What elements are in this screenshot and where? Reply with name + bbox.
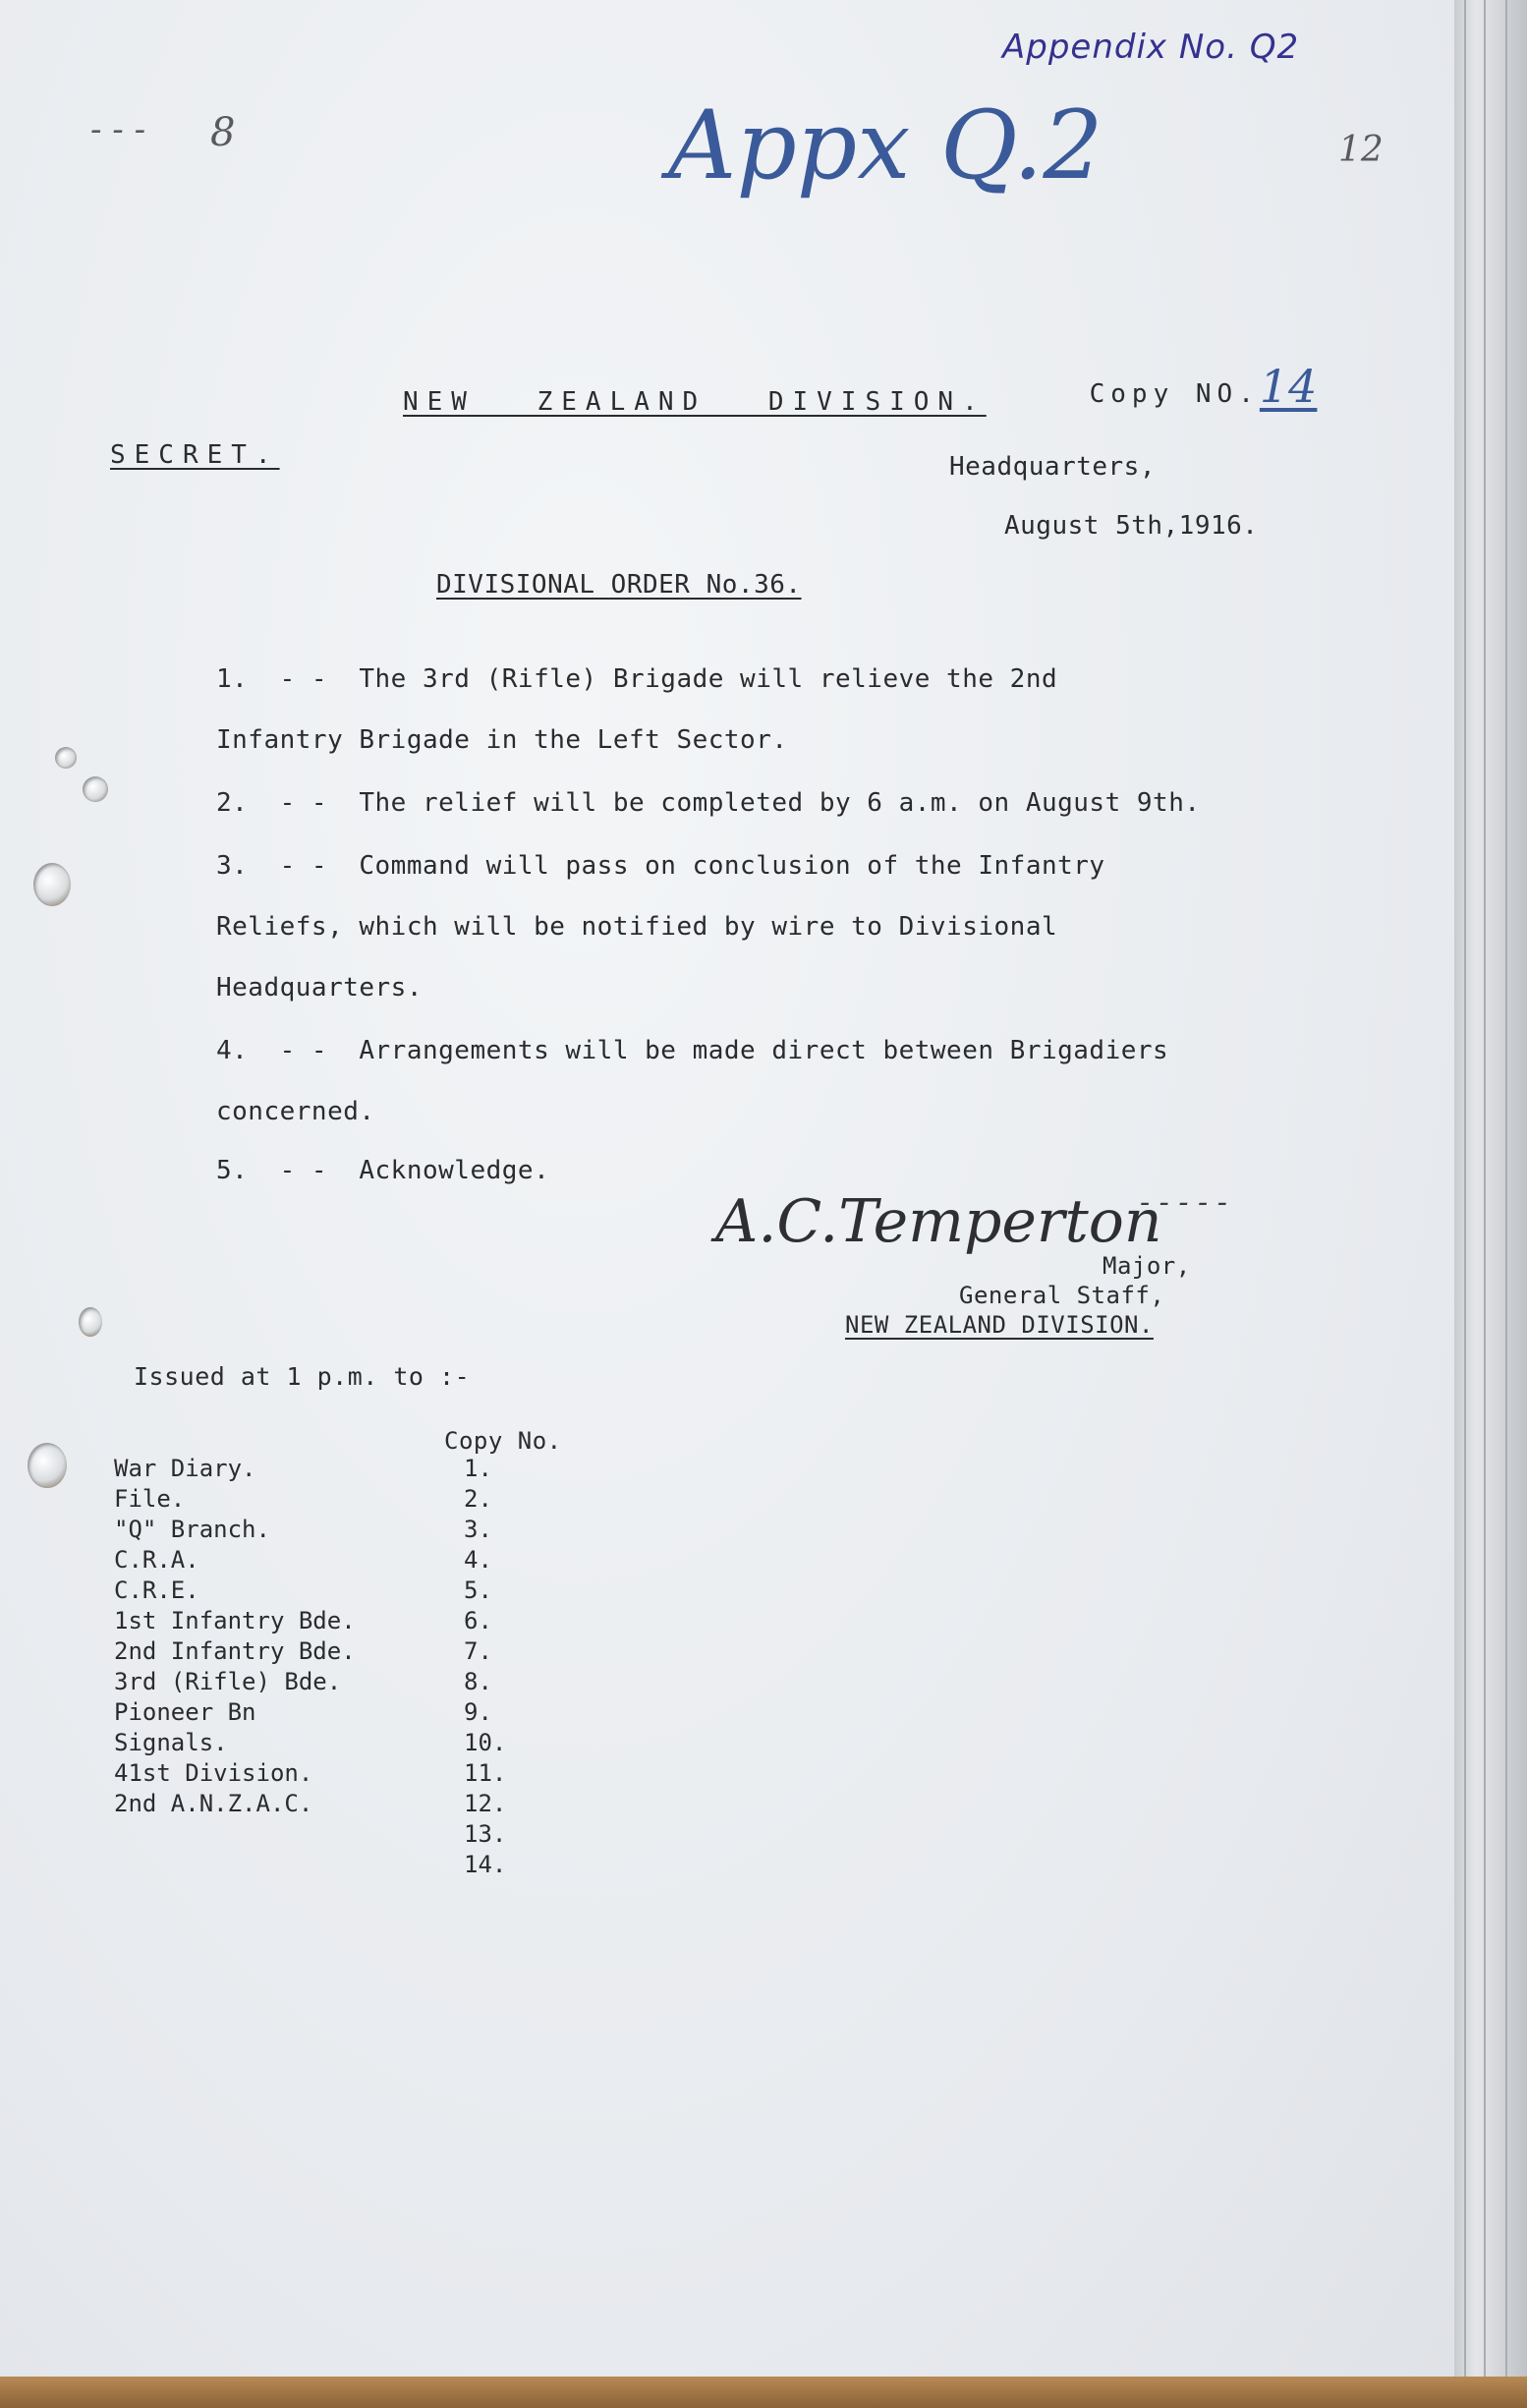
distribution-row (114, 1759, 312, 1787)
punch-hole (33, 863, 71, 906)
copy-number-handwritten: 14 (1259, 360, 1318, 413)
copy-number: 14. (464, 1851, 507, 1878)
copy-number: 4. (464, 1546, 492, 1574)
copy-number: 8. (464, 1668, 492, 1695)
copy-number: 1. (464, 1455, 492, 1482)
recipient: 2nd Infantry Bde. (114, 1637, 356, 1665)
signatory-staff: General Staff, (959, 1282, 1165, 1309)
distribution-row (114, 1668, 341, 1695)
recipient: 1st Infantry Bde. (114, 1607, 356, 1634)
recipient: Signals. (114, 1729, 228, 1756)
punch-hole (83, 776, 108, 802)
distribution-row (114, 1455, 256, 1482)
copy-number: 7. (464, 1637, 492, 1665)
signature-flourish: - - - - - (1140, 1185, 1227, 1220)
distribution-row (114, 1637, 356, 1665)
copy-number: 12. (464, 1790, 507, 1817)
order-title: DIVISIONAL ORDER No.36. (436, 570, 802, 600)
copy-number: 6. (464, 1607, 492, 1634)
distribution-row (114, 1790, 312, 1817)
appendix-stamp: Appendix No. Q2 (1002, 28, 1300, 67)
paragraph-2-line-1: 2. - - The relief will be completed by 6 a.m. on August 9th. (216, 788, 1201, 818)
pencil-dash-mark: - - - (90, 110, 146, 149)
recipient: C.R.A. (114, 1546, 199, 1574)
distribution-row (114, 1546, 199, 1574)
recipient: File. (114, 1485, 186, 1513)
headquarters-location: Headquarters, (949, 452, 1156, 482)
copy-number: 5. (464, 1577, 492, 1604)
copy-number-column-header: Copy No. (444, 1427, 562, 1455)
copy-number: 9. (464, 1698, 492, 1726)
distribution-row (114, 1729, 228, 1756)
handwritten-appendix-title: Appx Q.2 (668, 90, 1103, 201)
recipient: 41st Division. (114, 1759, 313, 1787)
punch-hole (28, 1443, 67, 1488)
signatory-unit: NEW ZEALAND DIVISION. (845, 1311, 1154, 1339)
recipient: Pioneer Bn (114, 1698, 256, 1726)
secret-classification: SECRET. (110, 440, 280, 470)
distribution-row (114, 1516, 270, 1543)
copy-number: 2. (464, 1485, 492, 1513)
distribution-row (114, 1485, 185, 1513)
recipient: "Q" Branch. (114, 1516, 270, 1543)
corner-number-right: 12 (1338, 130, 1384, 170)
handwritten-signature: A.C.Temperton (715, 1187, 1162, 1256)
corner-number-left: 8 (210, 110, 236, 155)
paragraph-4-line-1: 4. - - Arrangements will be made direct between Brigadiers (216, 1036, 1169, 1065)
punch-hole (79, 1307, 102, 1337)
copy-number: 3. (464, 1516, 492, 1543)
copy-number: 13. (464, 1820, 507, 1848)
punch-hole (55, 747, 77, 769)
recipient: War Diary. (114, 1455, 256, 1482)
recipient: C.R.E. (114, 1577, 199, 1604)
copy-label: Copy NO. (1089, 379, 1260, 409)
copy-number: 10. (464, 1729, 507, 1756)
division-heading: NEW ZEALAND DIVISION. (403, 387, 987, 417)
paragraph-4-line-2: concerned. (216, 1097, 375, 1126)
stacked-pages-edge (1454, 0, 1527, 2408)
distribution-row (114, 1698, 256, 1726)
copy-number: 11. (464, 1759, 507, 1787)
paragraph-1-line-1: 1. - - The 3rd (Rifle) Brigade will relieve the 2nd (216, 664, 1058, 694)
paragraph-1-line-2: Infantry Brigade in the Left Sector. (216, 725, 788, 755)
paragraph-3-line-3: Headquarters. (216, 973, 423, 1003)
paragraph-3-line-1: 3. - - Command will pass on conclusion of the Infantry (216, 851, 1105, 881)
issued-line: Issued at 1 p.m. to :- (134, 1362, 471, 1391)
folder-edge (0, 2377, 1527, 2408)
distribution-row (114, 1577, 199, 1604)
paragraph-3-line-2: Reliefs, which will be notified by wire to Divisional (216, 912, 1058, 942)
paragraph-5-line-1: 5. - - Acknowledge. (216, 1156, 550, 1185)
recipient: 3rd (Rifle) Bde. (114, 1668, 342, 1695)
distribution-row (114, 1607, 356, 1634)
order-date: August 5th,1916. (1004, 511, 1259, 541)
signatory-rank: Major, (1103, 1252, 1191, 1280)
recipient: 2nd A.N.Z.A.C. (114, 1790, 313, 1817)
copy-number-label (1004, 330, 1317, 442)
